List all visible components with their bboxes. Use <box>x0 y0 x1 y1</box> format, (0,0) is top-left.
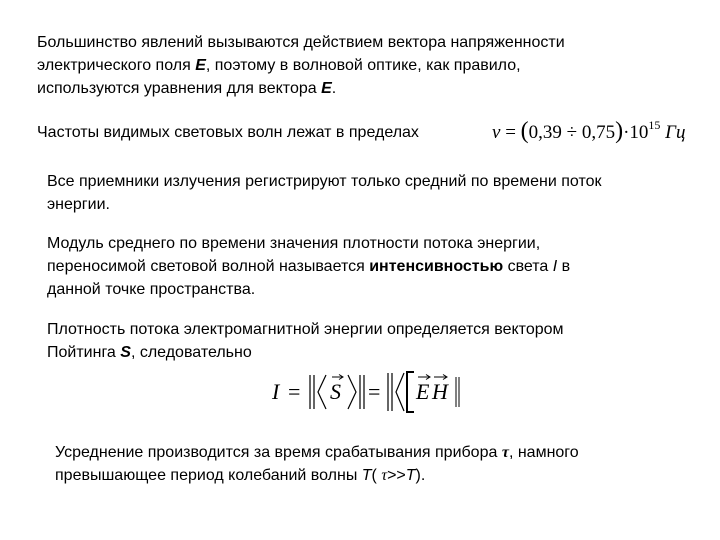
paragraph-poynting <box>47 318 564 364</box>
vector-e-symbol: E <box>321 80 332 97</box>
text-fragment: в <box>557 258 571 275</box>
unit-hz: Гц <box>660 122 686 143</box>
text-line <box>37 77 565 100</box>
right-paren: ) <box>615 118 624 144</box>
text-line: Плотность потока электромагнитной энергии определяется вектором <box>47 321 564 338</box>
paragraph-vector-e <box>37 31 565 100</box>
text-line <box>55 464 579 487</box>
text-fragment: ( <box>371 467 382 484</box>
text-line <box>37 54 565 77</box>
tau-symbol: τ <box>501 444 509 461</box>
text-fragment: Пойтинга <box>47 344 121 361</box>
intensity-term: интенсивностью <box>369 258 504 275</box>
text-line: Все приемники излучения регистрируют только средний по времени поток <box>47 173 602 190</box>
nu-symbol: ν <box>492 122 501 143</box>
text-line: Большинство явлений вызываются действием вектора напряженности <box>37 34 565 51</box>
equals-sign: = <box>368 379 381 404</box>
intensity-symbol: I <box>552 258 558 275</box>
text-fragment: света <box>503 258 553 275</box>
text-fragment: переносимой световой волной называется <box>47 258 370 275</box>
text-line: данной точке пространства. <box>47 281 256 298</box>
vector-e-symbol: E <box>195 57 206 74</box>
text-fragment: превышающее период колебаний волны <box>55 467 362 484</box>
text-fragment: >> <box>387 467 406 484</box>
text-line: энергии. <box>47 196 110 213</box>
poynting-symbol: S <box>120 344 131 361</box>
intensity-formula <box>240 363 470 419</box>
tau-symbol: τ <box>381 467 388 484</box>
text-line <box>47 255 570 278</box>
paragraph-intensity-definition <box>47 232 570 301</box>
frequency-range: 0,39 ÷ 0,75 <box>528 122 616 143</box>
paragraph-receivers <box>47 170 602 216</box>
text-fragment: Усреднение производится за время срабатывания прибора <box>55 444 502 461</box>
paragraph-visible-frequencies <box>37 121 419 144</box>
paragraph-averaging <box>55 441 579 487</box>
text-line: Модуль среднего по времени значения плотности потока энергии, <box>47 235 541 252</box>
frequency-formula <box>492 112 685 146</box>
text-fragment: электрического поля <box>37 57 196 74</box>
text-fragment: используются уравнения для вектора <box>37 80 322 97</box>
equals-sign: = <box>500 122 521 143</box>
text-fragment: ). <box>415 467 426 484</box>
angle-bracket <box>396 373 404 411</box>
text-line <box>47 341 564 364</box>
text-fragment: , поэтому в волновой оптике, как правило, <box>205 57 521 74</box>
period-symbol: T <box>361 467 372 484</box>
text-fragment: , намного <box>508 444 579 461</box>
period-symbol: T <box>405 467 416 484</box>
intensity-var: I <box>272 379 280 404</box>
angle-bracket <box>318 375 326 409</box>
s-var: S <box>330 379 341 404</box>
angle-bracket <box>348 375 356 409</box>
text-line <box>55 441 579 464</box>
square-bracket <box>407 372 414 412</box>
exponent: 15 <box>648 118 661 132</box>
text-fragment: . <box>331 80 337 97</box>
equals-sign: = <box>288 379 301 404</box>
text-fragment: , следовательно <box>130 344 252 361</box>
text-line: Частоты видимых световых волн лежат в пределах <box>37 124 419 141</box>
e-var: E <box>416 379 430 404</box>
h-var: H <box>432 379 448 404</box>
left-paren: ( <box>520 118 529 144</box>
times-ten: ·10 <box>623 122 649 143</box>
